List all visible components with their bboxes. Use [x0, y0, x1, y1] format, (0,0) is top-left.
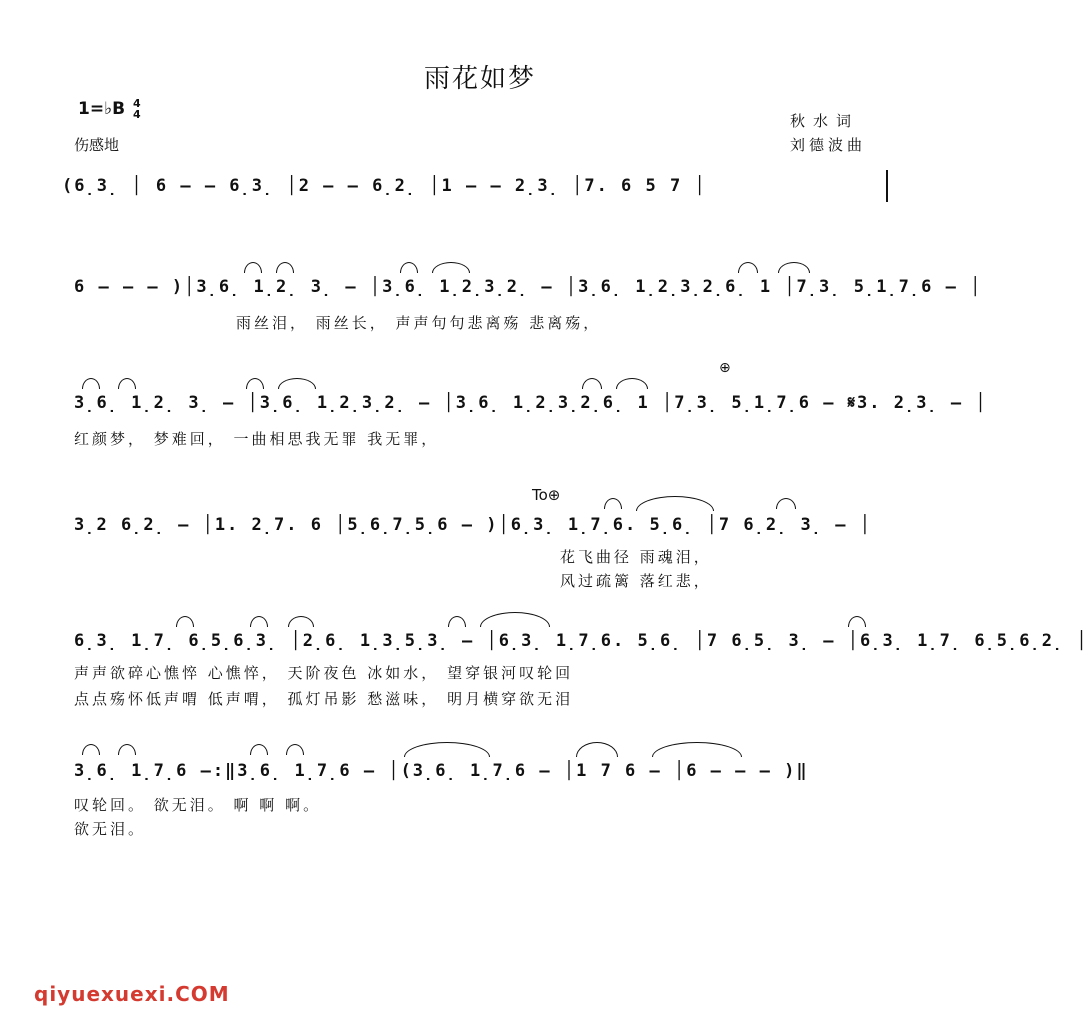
lyrics-row-6-verse-1: 叹轮回。 欲无泪。 啊 啊 啊。 [74, 796, 322, 814]
time-signature [133, 98, 141, 120]
time-bottom: 4 [132, 108, 141, 121]
slur [250, 744, 268, 755]
slur [604, 498, 622, 509]
song-title: 雨花如梦 [423, 64, 536, 94]
slur [250, 616, 268, 627]
slur [276, 262, 294, 273]
key-signature [78, 98, 141, 120]
lyrics-row-4-verse-2: 风过疏篱 落红悲， [560, 572, 712, 590]
key-label: 1=♭B [78, 99, 126, 119]
slur [616, 378, 648, 389]
coda-sign: ⊕ [719, 360, 731, 376]
lyricist-credit: 秋水词 [790, 112, 860, 130]
barline [886, 170, 888, 202]
staff-row-5: 6̣3̣ 1̣7̣ 6̣5̣6̣3̣ │2̣6̣ 1̣3̣5̣3̣ – │6̣3̣ 1̣7̣6. 5̣6̣ │7 6̣5̣ 3̣ – │6̣3̣ 1̣7̣ 6̣5̣6̣2̣ │ [74, 631, 1089, 651]
slur [400, 262, 418, 273]
slur [286, 744, 304, 755]
slur [118, 744, 136, 755]
slur [288, 616, 314, 627]
to-coda-mark: To⊕ [532, 486, 561, 504]
slur [82, 378, 100, 389]
slur [82, 744, 100, 755]
lyrics-row-3: 红颜梦， 梦难回， 一曲相思我无罪 我无罪， [74, 430, 440, 448]
staff-row-3: 3̣6̣ 1̣2̣ 3̣ – │3̣6̣ 1̣2̣3̣2̣ – │3̣6̣ 1̣2̣3̣2̣6̣ 1 │7̣3̣ 5̣1̣7̣6 – 𝄋3. 2̣3̣ – │ [74, 393, 988, 413]
slur [738, 262, 758, 273]
slur [448, 616, 466, 627]
staff-row-2: 6 – – – )│3̣6̣ 1̣2̣ 3̣ – │3̣6̣ 1̣2̣3̣2̣ – │3̣6̣ 1̣2̣3̣2̣6̣ 1 │7̣3̣ 5̣1̣7̣6 – │ [74, 277, 983, 297]
slur [582, 378, 602, 389]
composer-credit: 刘德波曲 [790, 136, 867, 154]
site-watermark: qiyuexuexi.COM [34, 982, 230, 1006]
tie [480, 612, 550, 627]
tie [636, 496, 714, 511]
staff-row-1: (6̣3̣ │ 6 – – 6̣3̣ │2 – – 6̣2̣ │1 – – 2̣3̣ │7. 6 5 7 │ [62, 176, 707, 196]
lyrics-row-2: 雨丝泪， 雨丝长， 声声句句悲离殇 悲离殇， [236, 314, 602, 332]
time-top: 4 [132, 97, 141, 110]
slur [778, 262, 810, 273]
staff-row-4: 3̣2 6̣2̣ – │1. 2̣7. 6 │5̣6̣7̣5̣6 – )│6̣3̣ 1̣7̣6. 5̣6̣ │7 6̣2̣ 3̣ – │ [74, 515, 872, 535]
tie [576, 742, 618, 757]
slur [278, 378, 316, 389]
slur [432, 262, 470, 273]
slur [118, 378, 136, 389]
lyrics-row-6-verse-2: 欲无泪。 [74, 820, 147, 838]
lyrics-row-5-verse-1: 声声欲碎心憔悴 心憔悴， 天阶夜色 冰如水， 望穿银河叹轮回 [74, 664, 574, 682]
slur [246, 378, 264, 389]
tie [652, 742, 742, 757]
lyrics-row-5-verse-2: 点点殇怀低声喟 低声喟， 孤灯吊影 愁滋味， 明月横穿欲无泪 [74, 690, 574, 708]
slur [244, 262, 262, 273]
staff-row-6: 3̣6̣ 1̣7̣6 –:‖3̣6̣ 1̣7̣6 – │(3̣6̣ 1̣7̣6 – │1 7 6 – │6 – – – )‖ [74, 761, 809, 781]
slur [776, 498, 796, 509]
lyrics-row-4-verse-1: 花飞曲径 雨魂泪， [560, 548, 712, 566]
tie [404, 742, 490, 757]
expression-mark: 伤感地 [74, 136, 120, 154]
slur [176, 616, 194, 627]
slur [848, 616, 866, 627]
